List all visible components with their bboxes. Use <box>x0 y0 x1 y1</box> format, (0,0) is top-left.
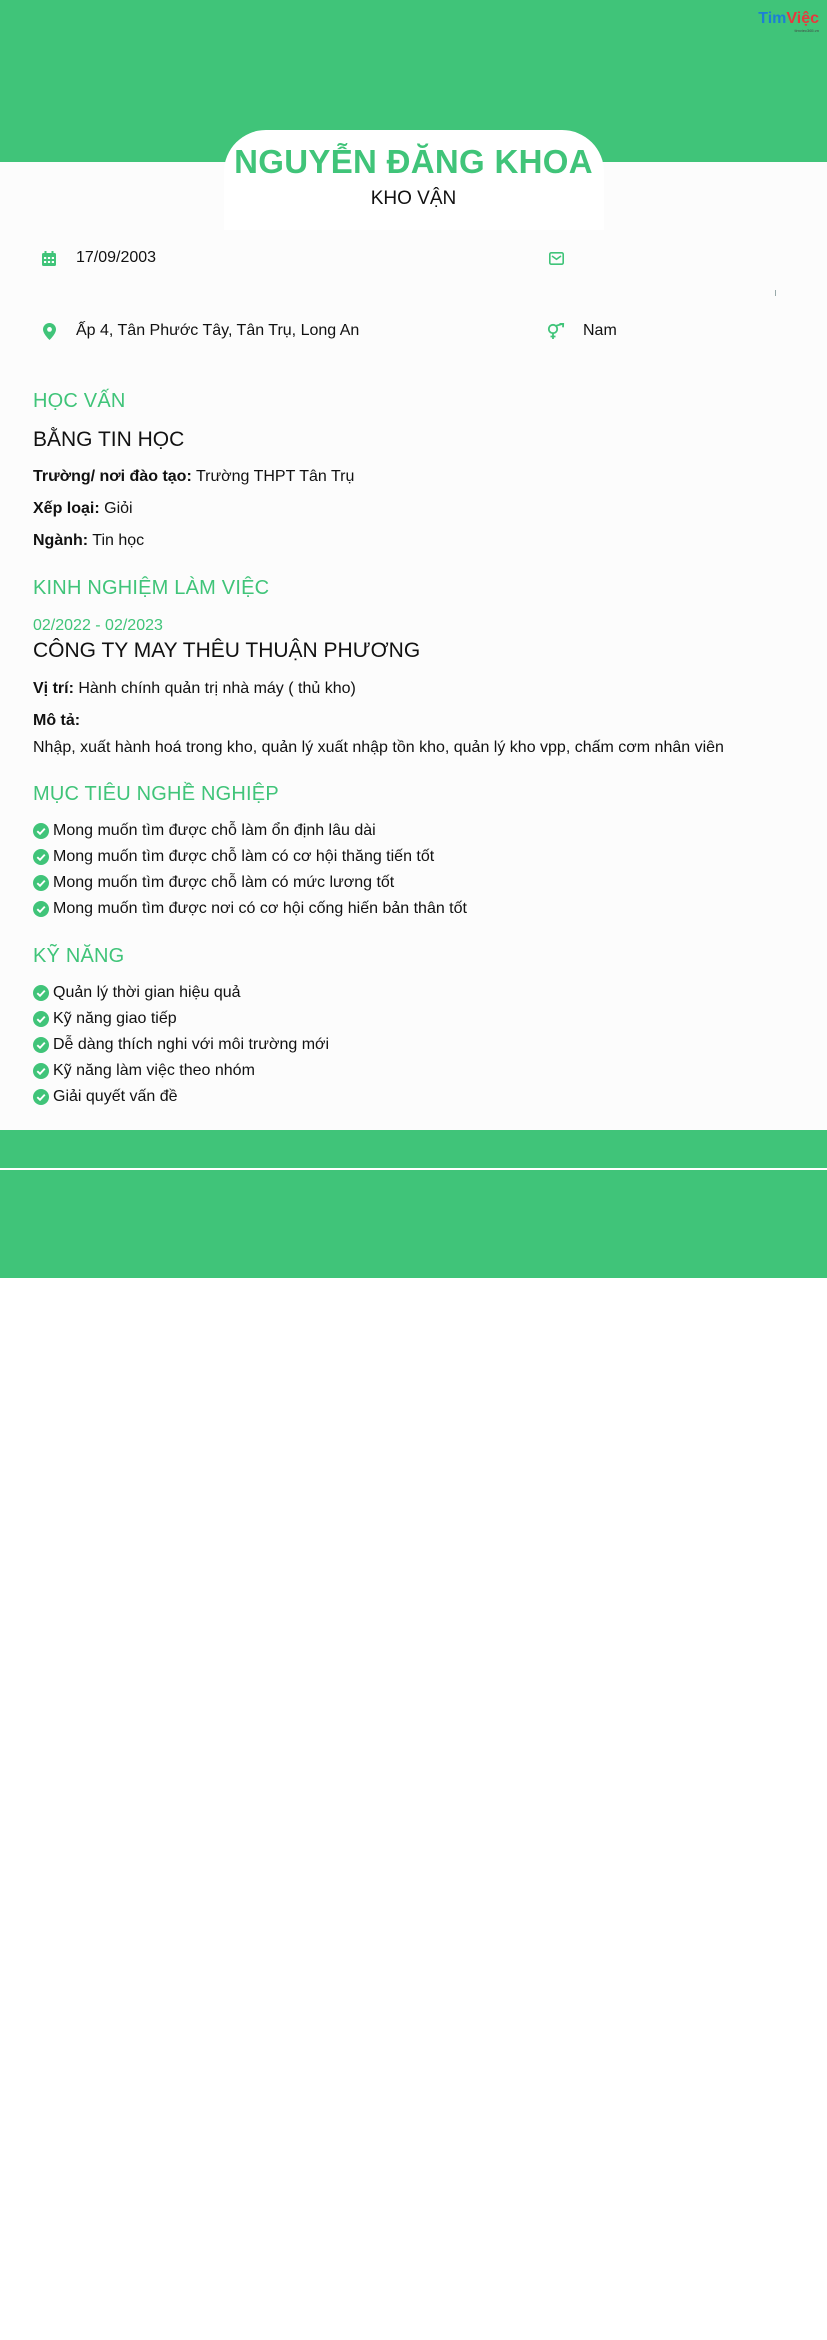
skill-text: Kỹ năng làm việc theo nhóm <box>53 1062 255 1079</box>
email-row <box>547 249 583 267</box>
objective-item <box>33 900 467 918</box>
check-circle-icon <box>33 1089 49 1105</box>
rank-value: Giỏi <box>104 500 133 517</box>
role-value: Hành chính quản trị nhà máy ( thủ kho) <box>78 680 356 697</box>
education-rank <box>33 500 133 518</box>
objective-item <box>33 874 394 892</box>
gender-value: Nam <box>583 322 617 339</box>
check-circle-icon <box>33 985 49 1001</box>
logo-text-part1: Tim <box>758 10 787 27</box>
experience-period: 02/2022 - 02/2023 <box>33 617 163 634</box>
check-circle-icon <box>33 849 49 865</box>
brand-logo[interactable] <box>758 10 819 33</box>
major-value: Tin học <box>92 532 145 549</box>
experience-role <box>33 680 356 698</box>
skill-item <box>33 1036 329 1054</box>
birthday-row <box>40 249 156 267</box>
map-pin-icon <box>40 322 58 340</box>
address-row <box>40 322 359 340</box>
skill-text: Quản lý thời gian hiệu quả <box>53 984 241 1001</box>
objective-text: Mong muốn tìm được chỗ làm ổn định lâu dài <box>53 822 376 839</box>
birthday-value: 17/09/2003 <box>76 249 157 266</box>
objective-item <box>33 848 434 866</box>
check-circle-icon <box>33 1011 49 1027</box>
school-value: Trường THPT Tân Trụ <box>195 468 355 485</box>
desc-label: Mô tả: <box>33 712 81 729</box>
experience-section-title: KINH NGHIỆM LÀM VIỆC <box>33 577 270 599</box>
major-label: Ngành: <box>33 532 89 549</box>
envelope-icon <box>547 249 565 267</box>
skill-item <box>33 1088 178 1106</box>
objective-text: Mong muốn tìm được chỗ làm có cơ hội thăng tiến tốt <box>53 848 435 865</box>
skill-item <box>33 984 241 1002</box>
check-circle-icon <box>33 1037 49 1053</box>
rank-label: Xếp loại: <box>33 500 100 517</box>
school-label: Trường/ nơi đào tạo: <box>33 468 192 485</box>
role-label: Vị trí: <box>33 680 74 697</box>
logo-text-part2: Việc <box>786 10 819 27</box>
education-section-title: HỌC VẤN <box>33 390 126 412</box>
address-value: Ấp 4, Tân Phước Tây, Tân Trụ, Long An <box>76 322 360 339</box>
skill-text: Kỹ năng giao tiếp <box>53 1010 177 1027</box>
footer-band-bottom <box>0 1170 827 1278</box>
experience-desc-label <box>33 712 80 730</box>
education-school <box>33 468 354 486</box>
skills-section-title: KỸ NĂNG <box>33 945 125 967</box>
skill-item <box>33 1010 177 1028</box>
logo-subtext: timviec365.vn <box>794 28 819 33</box>
skill-text: Dễ dàng thích nghi với môi trường mới <box>53 1036 330 1053</box>
check-circle-icon <box>33 823 49 839</box>
skill-item <box>33 1062 255 1080</box>
experience-company: CÔNG TY MAY THÊU THUẬN PHƯƠNG <box>33 639 421 662</box>
objective-item <box>33 822 376 840</box>
gender-row <box>547 322 617 340</box>
education-degree: BẰNG TIN HỌC <box>33 428 185 451</box>
candidate-name: NGUYỄN ĐĂNG KHOA <box>234 143 593 180</box>
check-circle-icon <box>33 875 49 891</box>
check-circle-icon <box>33 901 49 917</box>
skill-text: Giải quyết vấn đề <box>53 1088 178 1105</box>
check-circle-icon <box>33 1063 49 1079</box>
objective-text: Mong muốn tìm được nơi có cơ hội cống hiến bản thân tốt <box>53 900 467 917</box>
footer-band-top <box>0 1130 827 1168</box>
divider-mark <box>775 290 776 296</box>
education-major <box>33 532 144 550</box>
calendar-icon <box>40 249 58 267</box>
objective-text: Mong muốn tìm được chỗ làm có mức lương tốt <box>53 874 395 891</box>
candidate-position: KHO VẬN <box>370 188 457 209</box>
experience-desc-value: Nhập, xuất hành hoá trong kho, quản lý xuất nhập tồn kho, quản lý kho vpp, chấm cơm nhân viên <box>33 739 724 756</box>
gender-icon <box>547 322 565 340</box>
objectives-section-title: MỤC TIÊU NGHỀ NGHIỆP <box>33 783 279 805</box>
